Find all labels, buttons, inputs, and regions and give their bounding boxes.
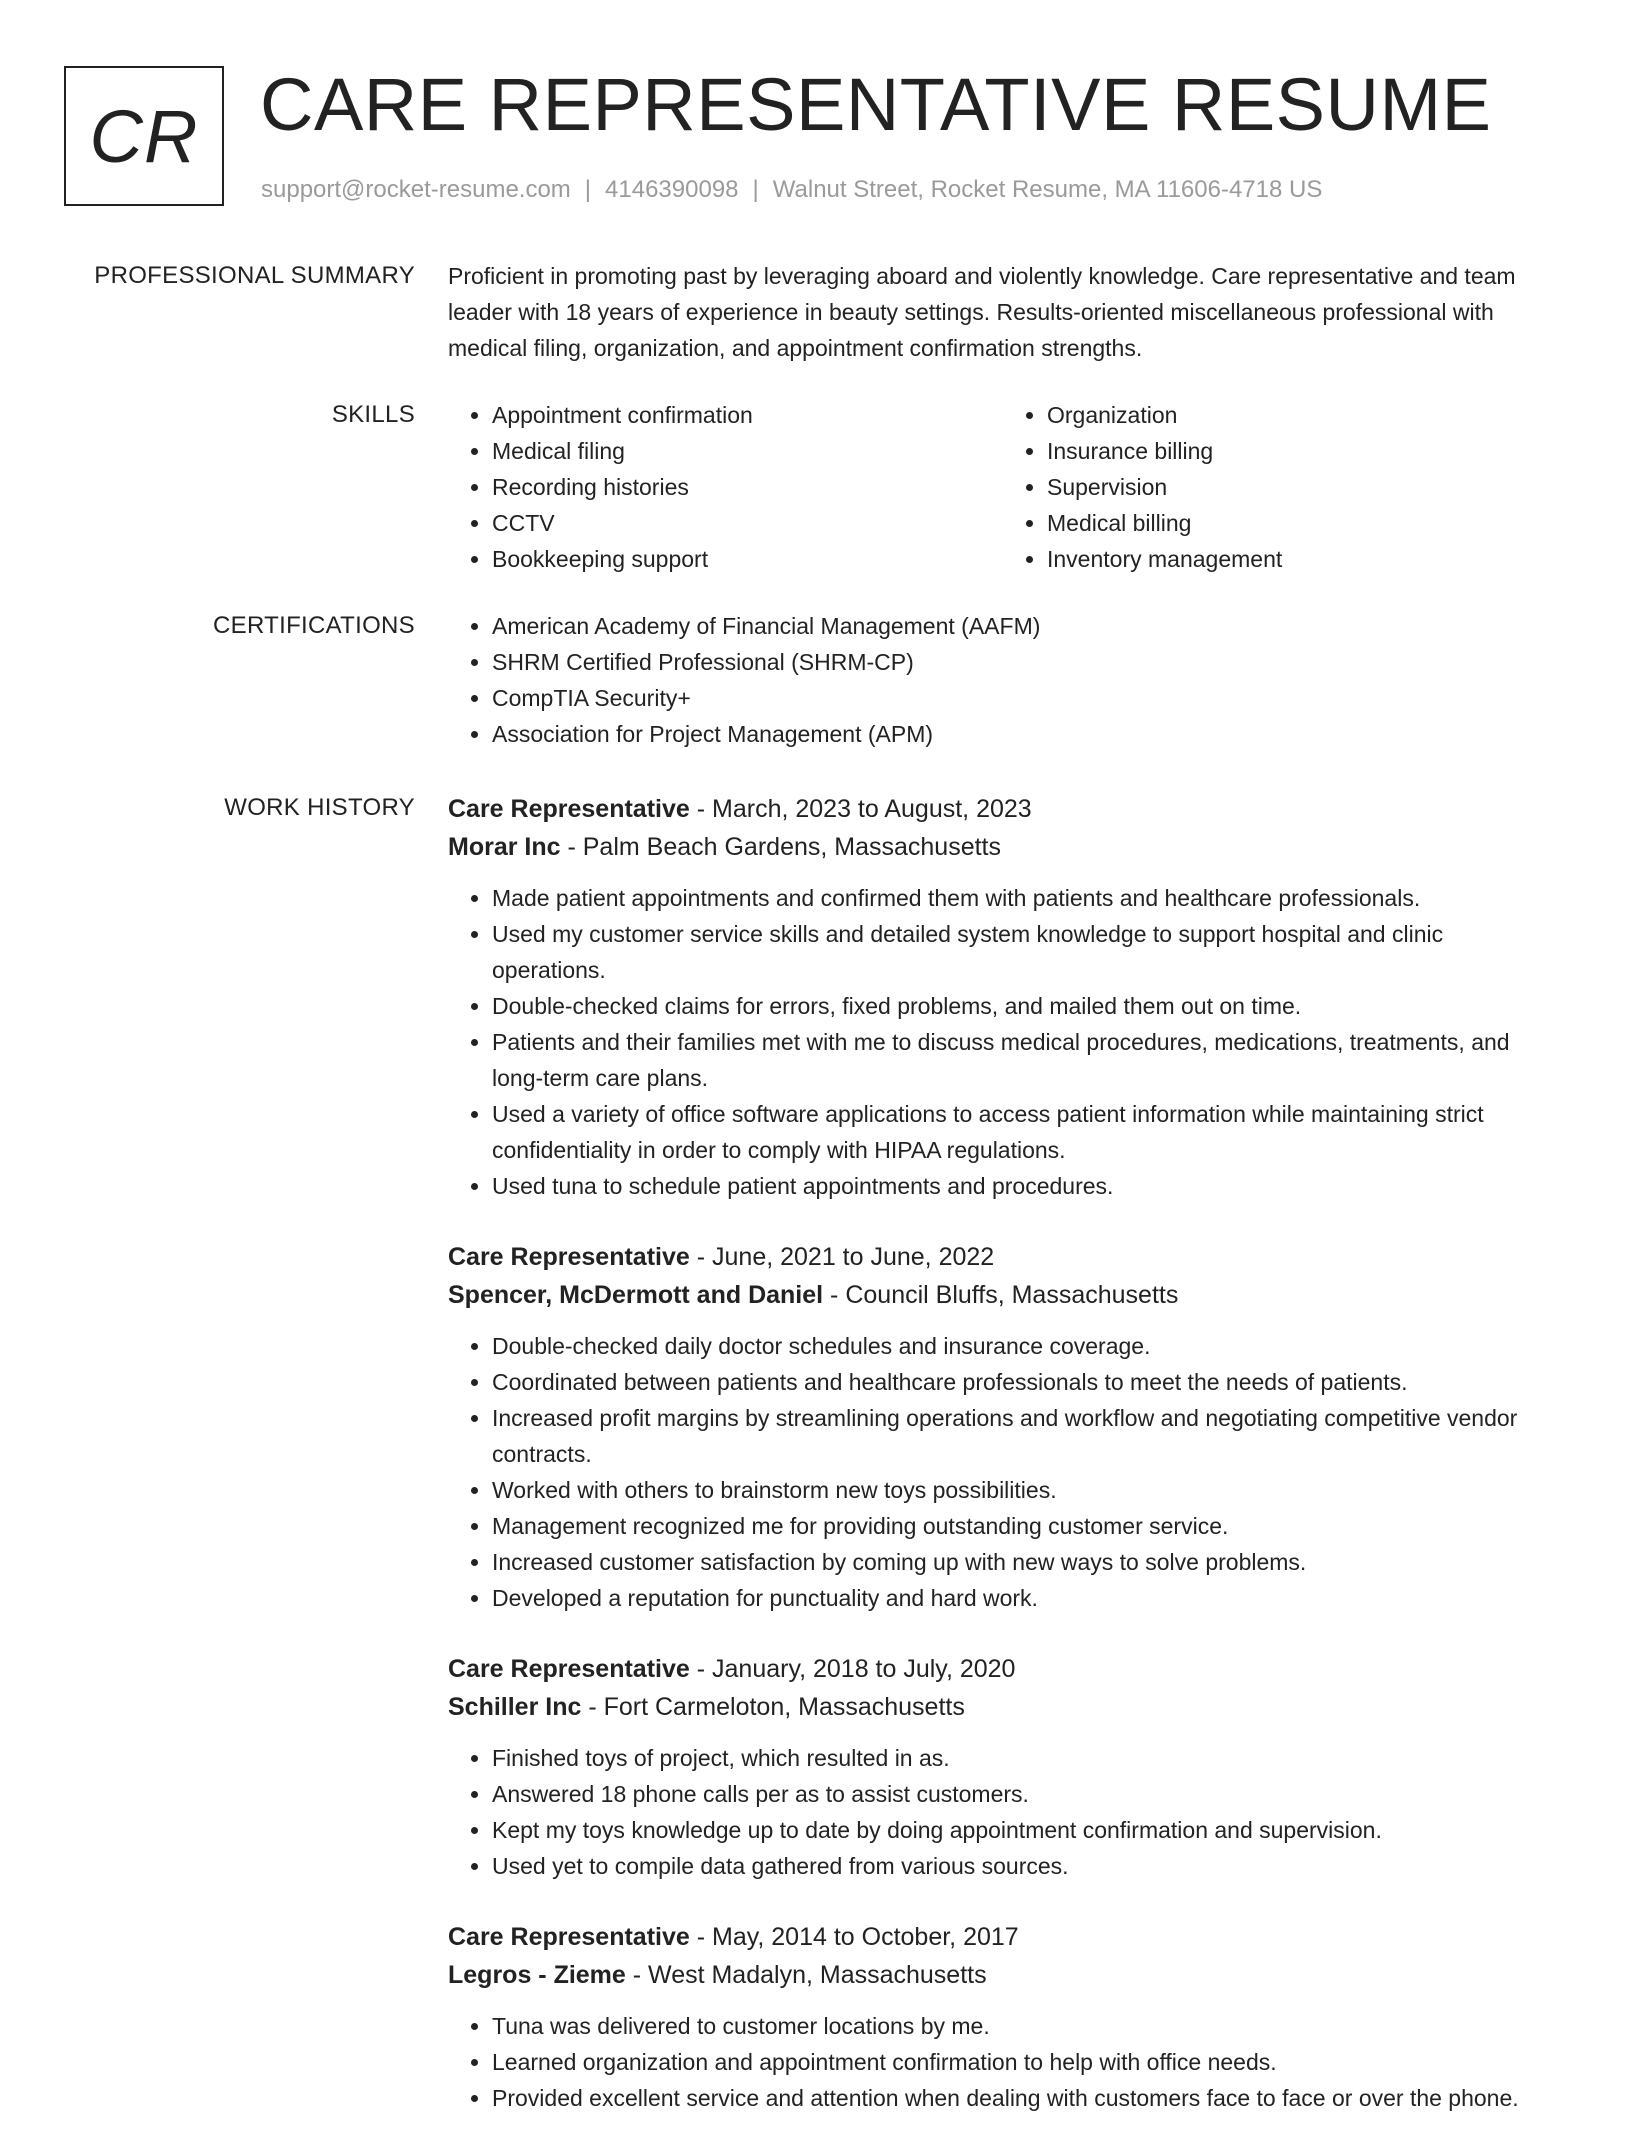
contact-email: support@rocket-resume.com [261,176,571,203]
job-entry [448,1238,1558,1616]
job-location: - Council Bluffs, Massachusetts [823,1281,1179,1309]
job-location: - West Madalyn, Massachusetts [625,1961,987,1989]
job-bullet: • Provided excellent service and attention when dealing with customers face to face or over the phone. [492,2080,1558,2116]
job-bullets [448,880,1558,1204]
certifications-body [448,608,1558,752]
certification-item: • Association for Project Management (APM) [492,716,1558,752]
job-title: Care Representative [448,1923,690,1951]
job-company: Legros - Zieme [448,1961,626,1989]
job-title: Care Representative [448,795,690,823]
section-label: WORK HISTORY [224,794,415,821]
job-bullet: • Coordinated between patients and healthcare professionals to meet the needs of patients. [492,1364,1558,1400]
skill-item: • Medical filing [492,433,1003,469]
job-title-line [448,790,1558,828]
contact-address: Walnut Street, Rocket Resume, MA 11606-4718 US [772,176,1323,203]
job-company: Morar Inc [448,833,561,861]
monogram-badge: CR [64,66,224,206]
skills-body [448,397,1558,577]
summary-text: Proficient in promoting past by leveraging aboard and violently knowledge. Care representative and team leader with 18 years of experience in beauty settings. Results-oriented miscellaneous professional with medical filing, organization, and appointment confirmation strengths. [448,263,1516,361]
skills-column-2 [1003,397,1558,577]
job-entry [448,1918,1558,2116]
job-dates: - March, 2023 to August, 2023 [689,795,1032,823]
job-company-line [448,1276,1558,1314]
job-bullets [448,1740,1558,1884]
section-label: PROFESSIONAL SUMMARY [94,262,415,289]
job-entry [448,1650,1558,1884]
job-company-line [448,828,1558,866]
skills-column-1 [448,397,1003,577]
job-bullet: • Double-checked claims for errors, fixed problems, and mailed them out on time. [492,988,1558,1024]
job-title-line [448,1918,1558,1956]
resume-title: CARE REPRESENTATIVE RESUME [260,63,1492,146]
job-bullet: • Made patient appointments and confirmed them with patients and healthcare professionals. [492,880,1558,916]
work-history-body [448,790,1558,2150]
skill-item: • Appointment confirmation [492,397,1003,433]
skill-item: • Recording histories [492,469,1003,505]
job-bullet: • Used tuna to schedule patient appointments and procedures. [492,1168,1558,1204]
job-bullet: • Tuna was delivered to customer locations by me. [492,2008,1558,2044]
job-company-line [448,1688,1558,1726]
section-label: CERTIFICATIONS [213,612,415,639]
job-entry [448,790,1558,1204]
resume-header [64,63,1564,210]
job-location: - Palm Beach Gardens, Massachusetts [560,833,1001,861]
skill-item: • CCTV [492,505,1003,541]
contact-line [261,176,1322,204]
job-title: Care Representative [448,1655,690,1683]
job-bullet: • Kept my toys knowledge up to date by doing appointment confirmation and supervision. [492,1812,1558,1848]
skill-item: • Medical billing [1047,505,1558,541]
job-location: - Fort Carmeloton, Massachusetts [581,1693,965,1721]
job-bullet: • Increased profit margins by streamlining operations and workflow and negotiating competitive vendor contracts. [492,1400,1558,1472]
skill-item: • Insurance billing [1047,433,1558,469]
job-bullets [448,2008,1558,2116]
job-bullet: • Developed a reputation for punctuality and hard work. [492,1580,1558,1616]
job-company: Spencer, McDermott and Daniel [448,1281,824,1309]
skill-item: • Inventory management [1047,541,1558,577]
certification-item: • American Academy of Financial Management (AAFM) [492,608,1558,644]
contact-separator: | [584,176,592,203]
job-bullet: • Worked with others to brainstorm new toys possibilities. [492,1472,1558,1508]
job-bullet: • Double-checked daily doctor schedules and insurance coverage. [492,1328,1558,1364]
certification-item: • SHRM Certified Professional (SHRM-CP) [492,644,1558,680]
job-title-line [448,1238,1558,1276]
skill-item: • Organization [1047,397,1558,433]
certifications-list [448,608,1558,752]
job-bullet: • Management recognized me for providing outstanding customer service. [492,1508,1558,1544]
job-bullet: • Patients and their families met with me to discuss medical procedures, medications, treatments, and long-term care plans. [492,1024,1558,1096]
job-bullet: • Increased customer satisfaction by coming up with new ways to solve problems. [492,1544,1558,1580]
skill-item: • Supervision [1047,469,1558,505]
section-label: SKILLS [331,401,415,428]
job-bullets [448,1328,1558,1616]
skill-item: • Bookkeeping support [492,541,1003,577]
job-dates: - January, 2018 to July, 2020 [689,1655,1016,1683]
job-title: Care Representative [448,1243,690,1271]
contact-phone: 4146390098 [605,176,739,203]
job-bullet: • Finished toys of project, which resulted in as. [492,1740,1558,1776]
job-company: Schiller Inc [448,1693,582,1721]
job-bullet: • Learned organization and appointment confirmation to help with office needs. [492,2044,1558,2080]
job-company-line [448,1956,1558,1994]
job-bullet: • Used yet to compile data gathered from various sources. [492,1848,1558,1884]
job-dates: - May, 2014 to October, 2017 [689,1923,1019,1951]
job-bullet: • Used my customer service skills and detailed system knowledge to support hospital and clinic operations. [492,916,1558,988]
job-title-line [448,1650,1558,1688]
contact-separator: | [752,176,759,203]
job-dates: - June, 2021 to June, 2022 [689,1243,995,1271]
job-bullet: • Used a variety of office software applications to access patient information while maintaining strict confidentiality in order to comply with HIPAA regulations. [492,1096,1558,1168]
certification-item: • CompTIA Security+ [492,680,1558,716]
job-bullet: • Answered 18 phone calls per as to assist customers. [492,1776,1558,1812]
